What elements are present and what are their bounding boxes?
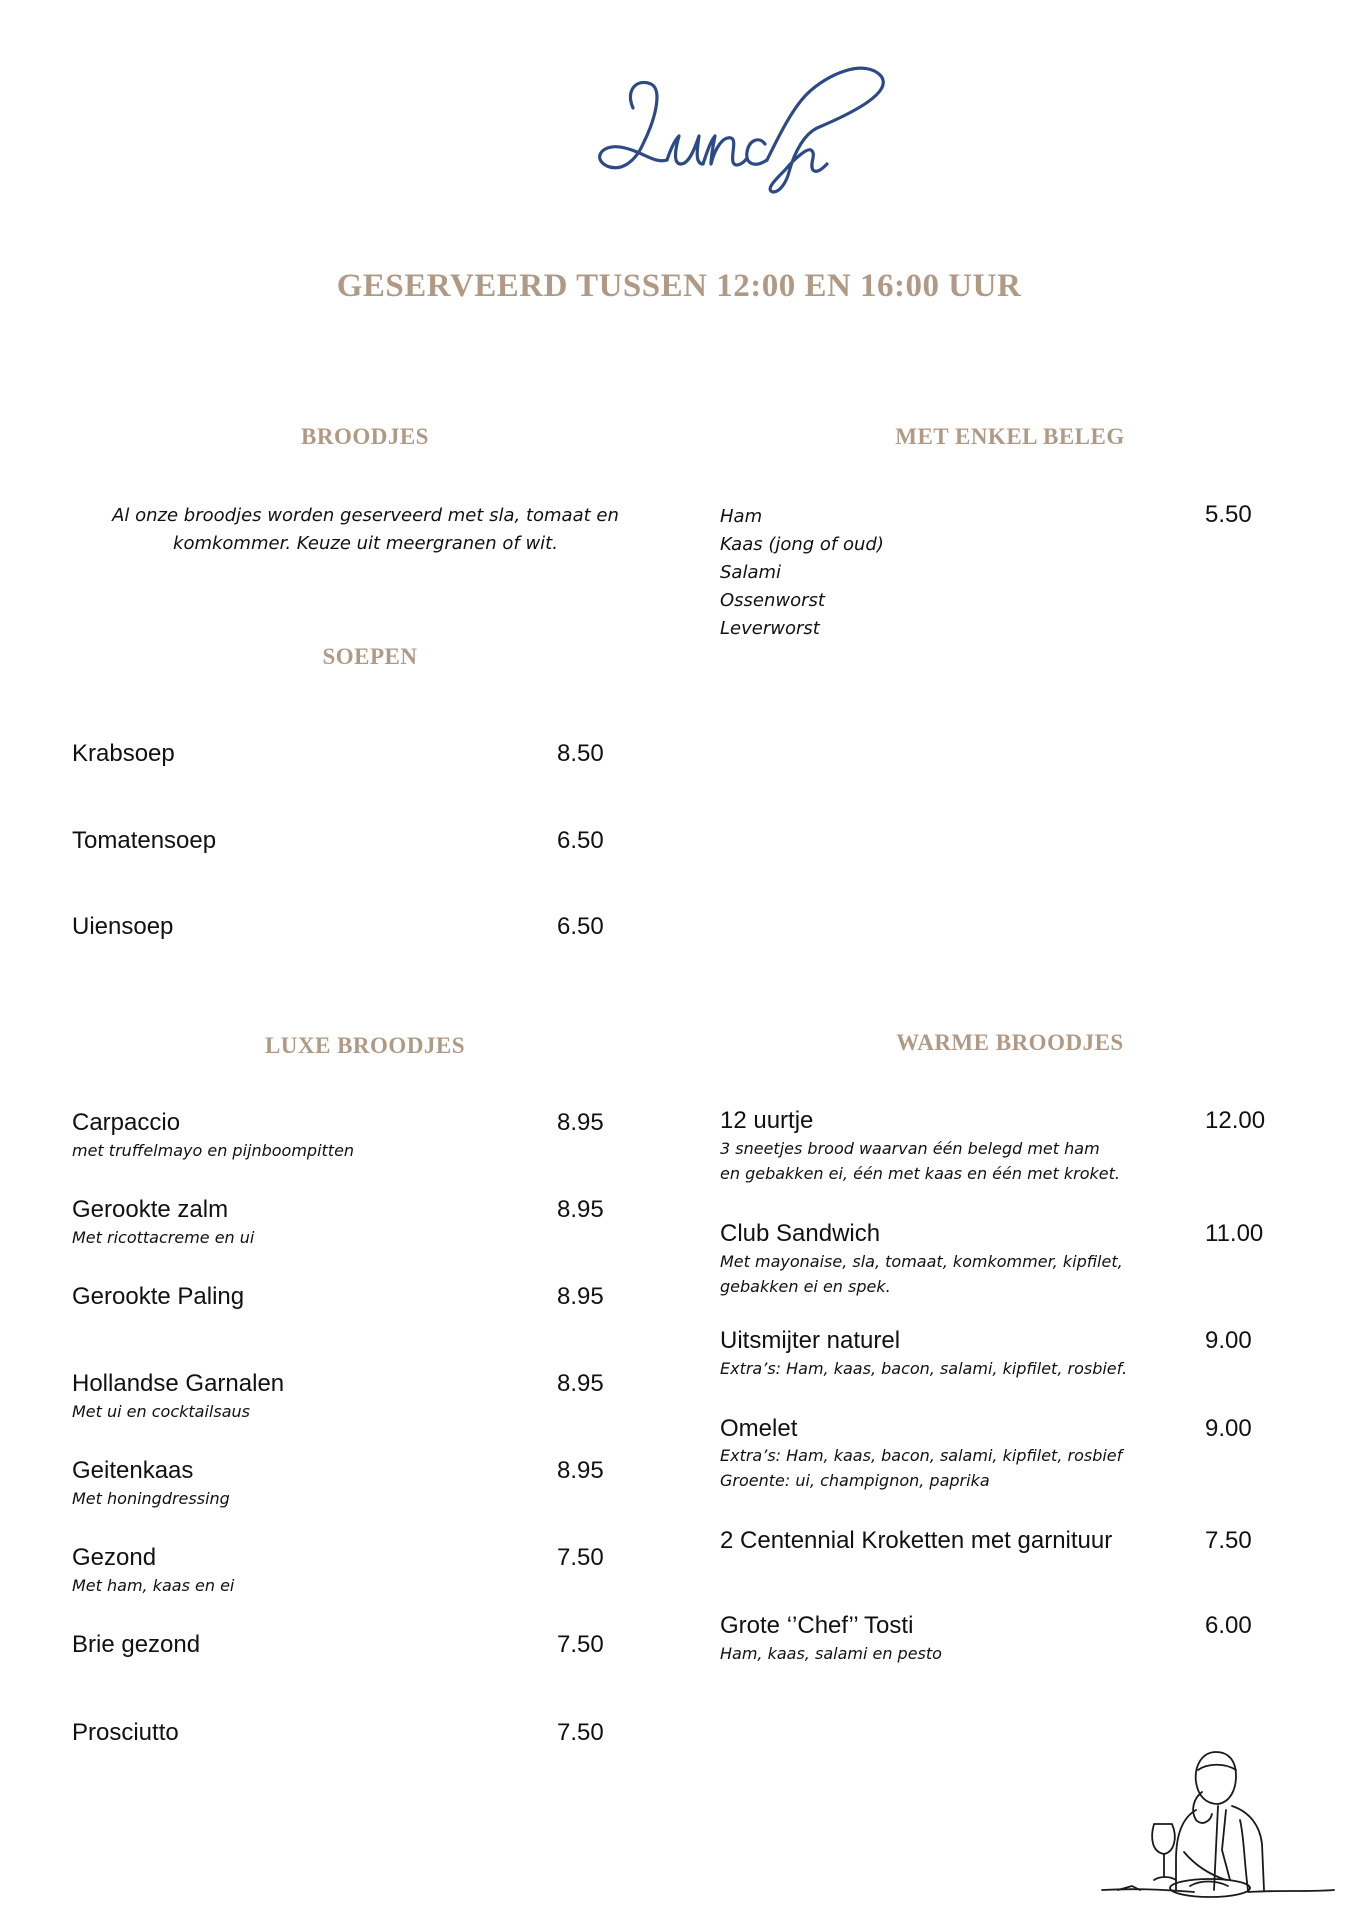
- soup-price: 8.50: [557, 740, 604, 767]
- diner-with-wine-glass-line-drawing-icon: [1098, 1740, 1338, 1915]
- diner-illustration: [1098, 1740, 1338, 1915]
- soup-price: 6.50: [557, 827, 604, 854]
- list-item: Ham: [720, 506, 763, 527]
- item-description: Met mayonaise, sla, tomaat, komkommer, kipfilet,: [720, 1252, 1123, 1271]
- item-name-omelet: Omelet: [720, 1415, 798, 1442]
- item-price: 7.50: [557, 1631, 604, 1658]
- list-item: Ossenworst: [720, 590, 825, 611]
- section-title-luxe-broodjes: LUXE BROODJES: [264, 1033, 466, 1058]
- item-price: 7.50: [557, 1544, 604, 1571]
- item-name-geitenkaas: Geitenkaas: [72, 1457, 194, 1484]
- item-name-prosciutto: Prosciutto: [72, 1719, 179, 1746]
- item-description: Extra’s: Ham, kaas, bacon, salami, kipfilet, rosbief.: [720, 1359, 1128, 1378]
- item-name-gerookte-paling: Gerookte Paling: [72, 1283, 245, 1310]
- item-description: gebakken ei en spek.: [720, 1277, 891, 1296]
- item-name-club-sandwich: Club Sandwich: [720, 1220, 881, 1247]
- item-description: Met ham, kaas en ei: [72, 1576, 235, 1595]
- item-description: Met honingdressing: [72, 1489, 230, 1508]
- soup-name-tomatensoep: Tomatensoep: [72, 827, 217, 854]
- soup-name-uiensoep: Uiensoep: [72, 913, 174, 940]
- item-price: 9.00: [1205, 1415, 1252, 1442]
- item-description: Ham, kaas, salami en pesto: [720, 1644, 942, 1663]
- item-price: 12.00: [1205, 1107, 1266, 1134]
- broodjes-intro-text: Al onze broodjes worden geserveerd met sla, tomaat en komkommer. Keuze uit meergranen of wit.: [112, 505, 619, 554]
- lunch-script-logo-icon: [555, 40, 885, 200]
- soup-name-krabsoep: Krabsoep: [72, 740, 175, 767]
- item-description: Met ricottacreme en ui: [72, 1228, 255, 1247]
- item-description: met truffelmayo en pijnboompitten: [72, 1141, 355, 1160]
- met-enkel-beleg-list: [720, 503, 884, 643]
- list-item: Salami: [720, 562, 782, 583]
- item-name-gerookte-zalm: Gerookte zalm: [72, 1196, 229, 1223]
- item-price: 11.00: [1205, 1220, 1264, 1247]
- item-description: 3 sneetjes brood waarvan één belegd met ham: [720, 1139, 1100, 1158]
- item-description: Extra’s: Ham, kaas, bacon, salami, kipfilet, rosbief: [720, 1446, 1123, 1465]
- item-name-hollandse-garnalen: Hollandse Garnalen: [72, 1370, 285, 1397]
- section-title-warme-broodjes: WARME BROODJES: [896, 1030, 1124, 1055]
- item-description: Met ui en cocktailsaus: [72, 1402, 250, 1421]
- list-item: Kaas (jong of oud): [720, 534, 884, 555]
- item-price: 8.95: [557, 1109, 604, 1136]
- item-name-grote-chef-tosti: Grote ‘’Chef’’ Tosti: [720, 1612, 914, 1639]
- item-name-uitsmijter-naturel: Uitsmijter naturel: [720, 1327, 901, 1354]
- item-name-gezond: Gezond: [72, 1544, 157, 1571]
- section-title-met-enkel-beleg: MET ENKEL BELEG: [895, 424, 1125, 449]
- item-price: 8.95: [557, 1196, 604, 1223]
- list-item: Leverworst: [720, 618, 820, 639]
- item-name-12-uurtje: 12 uurtje: [720, 1107, 814, 1134]
- section-title-broodjes: BROODJES: [301, 424, 429, 449]
- item-price: 7.50: [557, 1719, 604, 1746]
- item-price: 7.50: [1205, 1527, 1252, 1554]
- item-name-carpaccio: Carpaccio: [72, 1109, 181, 1136]
- serving-hours-subtitle: GESERVEERD TUSSEN 12:00 EN 16:00 UUR: [336, 268, 1022, 304]
- item-price: 8.95: [557, 1283, 604, 1310]
- met-enkel-beleg-price: 5.50: [1205, 501, 1252, 528]
- soup-price: 6.50: [557, 913, 604, 940]
- item-price: 8.95: [557, 1370, 604, 1397]
- item-price: 6.00: [1205, 1612, 1252, 1639]
- item-name-centennial-kroketten: 2 Centennial Kroketten met garnituur: [720, 1527, 1113, 1554]
- item-price: 9.00: [1205, 1327, 1252, 1354]
- item-description: Groente: ui, champignon, paprika: [720, 1471, 990, 1490]
- item-description: en gebakken ei, één met kaas en één met kroket.: [720, 1164, 1120, 1183]
- section-title-soepen: SOEPEN: [322, 644, 418, 669]
- item-name-brie-gezond: Brie gezond: [72, 1631, 201, 1658]
- item-price: 8.95: [557, 1457, 604, 1484]
- lunch-logo: [555, 40, 885, 200]
